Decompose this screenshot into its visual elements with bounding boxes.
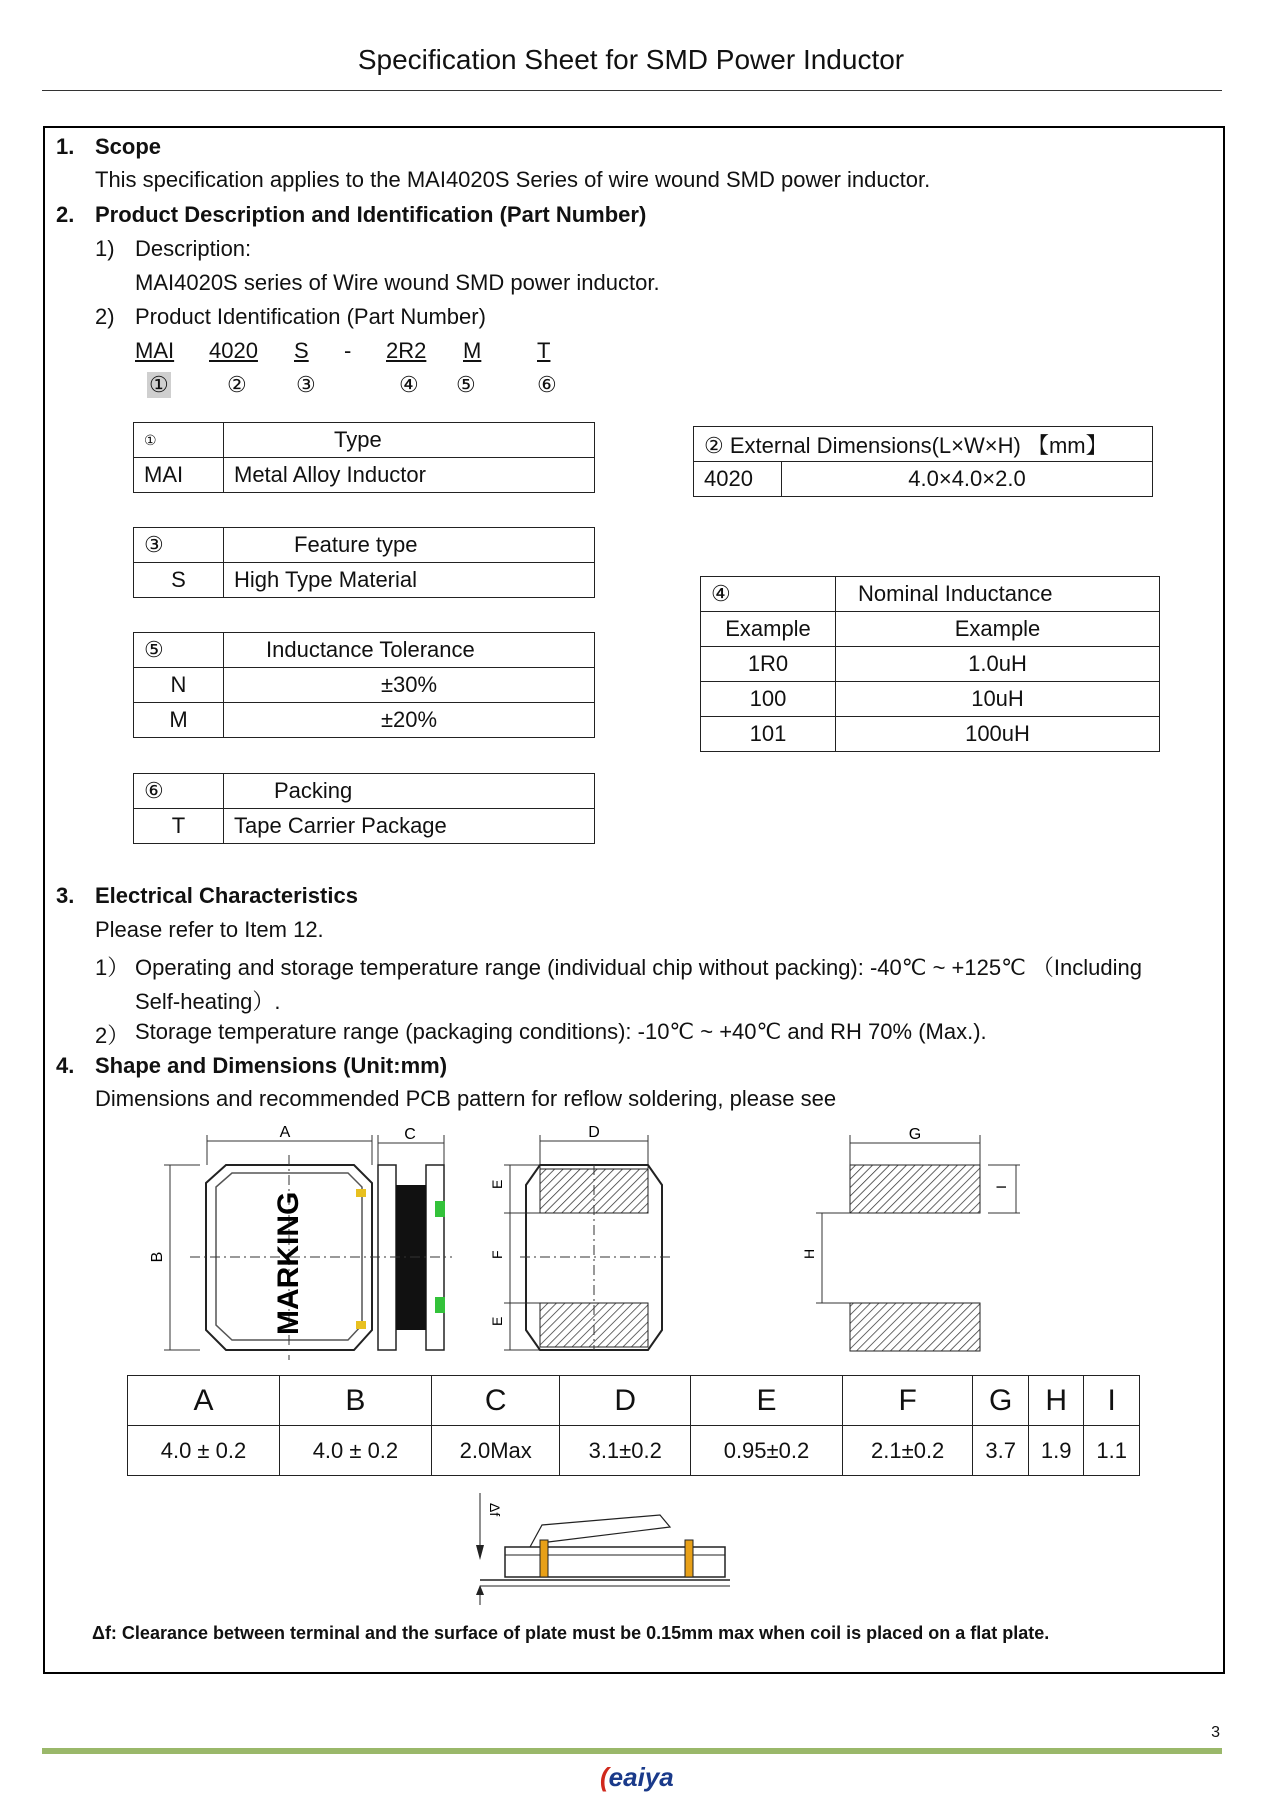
table-circle: ③ — [134, 528, 224, 563]
dim-label-a: A — [279, 1125, 291, 1141]
header-divider — [42, 90, 1222, 91]
dims-value: 4.0 ± 0.2 — [279, 1426, 431, 1476]
part-circle-5: ⑤ — [456, 372, 476, 397]
part-code-feature: S — [294, 338, 309, 363]
table-cell: 1.0uH — [836, 647, 1160, 682]
table-cell: 100uH — [836, 717, 1160, 752]
packing-table — [133, 773, 595, 844]
table-circle: ① — [134, 423, 224, 458]
part-circle-3: ③ — [296, 372, 316, 397]
part-code-series: MAI — [135, 338, 175, 363]
part-circle-1: ① — [149, 372, 169, 397]
dims-value: 1.1 — [1084, 1426, 1140, 1476]
dims-value: 0.95±0.2 — [690, 1426, 842, 1476]
type-desc: Metal Alloy Inductor — [224, 458, 595, 493]
description-text: MAI4020S series of Wire wound SMD power inductor. — [135, 270, 660, 295]
description-label: Description: — [135, 236, 252, 261]
dims-value: 2.0Max — [431, 1426, 560, 1476]
type-table — [133, 422, 595, 493]
feature-desc: High Type Material — [224, 563, 595, 598]
list-number: 1) — [95, 236, 115, 261]
dimensions-table — [127, 1375, 1140, 1476]
logo-swoosh-icon: ( — [600, 1762, 609, 1792]
section-number: 2. — [56, 202, 75, 227]
dims-value: 2.1±0.2 — [842, 1426, 972, 1476]
refer-text: Please refer to Item 12. — [95, 917, 324, 942]
part-circle-4: ④ — [399, 372, 419, 397]
table-cell: 101 — [701, 717, 836, 752]
delta-f-label: Δf — [487, 1503, 503, 1517]
part-circle-2: ② — [227, 372, 247, 397]
side-view — [370, 1126, 452, 1350]
table-circle: ⑥ — [134, 774, 224, 809]
page-number: 3 — [1211, 1724, 1220, 1741]
clearance-figure — [460, 1485, 740, 1605]
dimension-drawing — [140, 1125, 1040, 1365]
table-circle: ④ — [701, 577, 836, 612]
footer-divider — [42, 1748, 1222, 1754]
pcb-pattern — [801, 1126, 1020, 1351]
dim-label-d: D — [588, 1125, 600, 1141]
section-number: 1. — [56, 134, 75, 159]
ext-dim-value: 4.0×4.0×2.0 — [782, 462, 1153, 497]
dim-label-g: G — [908, 1126, 922, 1143]
part-code-inductance: 2R2 — [386, 338, 427, 363]
dims-value: 3.7 — [973, 1426, 1029, 1476]
column-header: Example — [836, 612, 1160, 647]
table-cell: 100 — [701, 682, 836, 717]
table-title: Packing — [224, 774, 595, 809]
storage-temp-text: Storage temperature range (packaging conditions): -10℃ ~ +40℃ and RH 70% (Max.). — [135, 1019, 987, 1044]
table-cell: 10uH — [836, 682, 1160, 717]
table-title — [694, 427, 1153, 462]
dims-header: F — [842, 1376, 972, 1426]
dims-header: D — [560, 1376, 690, 1426]
part-code-dash: - — [344, 338, 352, 363]
dim-label-i: I — [993, 1185, 1009, 1189]
dims-value: 1.9 — [1028, 1426, 1084, 1476]
table-title-text: External Dimensions(L×W×H) 【mm】 — [729, 432, 1108, 458]
dims-header: G — [973, 1376, 1029, 1426]
dims-header: A — [128, 1376, 280, 1426]
clearance-note: Δf: Clearance between terminal and the surface of plate must be 0.15mm max when coil is placed on a flat plate. — [92, 1623, 1050, 1643]
table-circle: ② — [704, 432, 724, 458]
section-heading-shape: Shape and Dimensions (Unit:mm) — [95, 1053, 448, 1078]
part-code-tolerance: M — [463, 338, 482, 363]
part-circle-6: ⑥ — [537, 372, 557, 397]
page-title: Specification Sheet for SMD Power Inductor — [357, 44, 905, 75]
dims-header: I — [1084, 1376, 1140, 1426]
section-number: 4. — [56, 1053, 75, 1078]
table-title: Type — [224, 423, 595, 458]
table-cell: M — [134, 703, 224, 738]
section-heading-product: Product Description and Identification (Part Number) — [95, 202, 647, 227]
scope-text: This specification applies to the MAI4020S Series of wire wound SMD power inductor. — [95, 167, 931, 192]
feature-code: S — [134, 563, 224, 598]
dims-header: B — [279, 1376, 431, 1426]
table-cell: N — [134, 668, 224, 703]
section-heading-scope: Scope — [95, 134, 162, 159]
feature-type-table — [133, 527, 595, 598]
identification-label: Product Identification (Part Number) — [135, 304, 486, 329]
part-code-packing: T — [537, 338, 551, 363]
operating-temp-text: Operating and storage temperature range (individual chip without packing): -40℃ ~ +125℃ （Including — [135, 955, 1142, 980]
logo-text: eaiya — [608, 1762, 674, 1792]
nominal-inductance-table — [700, 576, 1160, 752]
table-cell: 1R0 — [701, 647, 836, 682]
external-dimensions-table — [693, 426, 1153, 497]
list-number: 1） — [95, 955, 130, 980]
dim-label-e: E — [489, 1316, 505, 1326]
shape-text: Dimensions and recommended PCB pattern for reflow soldering, please see — [95, 1086, 837, 1111]
section-heading-electrical: Electrical Characteristics — [95, 883, 358, 908]
packing-desc: Tape Carrier Package — [224, 809, 595, 844]
dims-header: E — [690, 1376, 842, 1426]
table-title: Inductance Tolerance — [224, 633, 595, 668]
operating-temp-text-2: Self-heating）. — [135, 989, 281, 1014]
company-logo — [600, 1762, 674, 1793]
top-view — [149, 1125, 390, 1360]
packing-code: T — [134, 809, 224, 844]
table-cell: ±30% — [224, 668, 595, 703]
dims-value: 3.1±0.2 — [560, 1426, 690, 1476]
marking-text: MARKING — [272, 1191, 305, 1335]
dim-label-f: F — [489, 1250, 505, 1259]
dims-header: H — [1028, 1376, 1084, 1426]
list-number: 2） — [95, 1023, 130, 1048]
table-title: Feature type — [224, 528, 595, 563]
ext-dim-code: 4020 — [694, 462, 782, 497]
dims-value: 4.0 ± 0.2 — [128, 1426, 280, 1476]
dim-label-b: B — [149, 1251, 166, 1263]
part-code-size: 4020 — [209, 338, 258, 363]
dim-label-h: H — [801, 1248, 817, 1259]
inductance-tolerance-table — [133, 632, 595, 738]
table-title: Nominal Inductance — [836, 577, 1160, 612]
bottom-view — [489, 1125, 670, 1350]
section-number: 3. — [56, 883, 75, 908]
table-circle: ⑤ — [134, 633, 224, 668]
table-cell: ±20% — [224, 703, 595, 738]
list-number: 2) — [95, 304, 115, 329]
dim-label-c: C — [404, 1126, 416, 1143]
type-code: MAI — [134, 458, 224, 493]
column-header: Example — [701, 612, 836, 647]
dim-label-e: E — [489, 1179, 505, 1189]
dims-header: C — [431, 1376, 560, 1426]
